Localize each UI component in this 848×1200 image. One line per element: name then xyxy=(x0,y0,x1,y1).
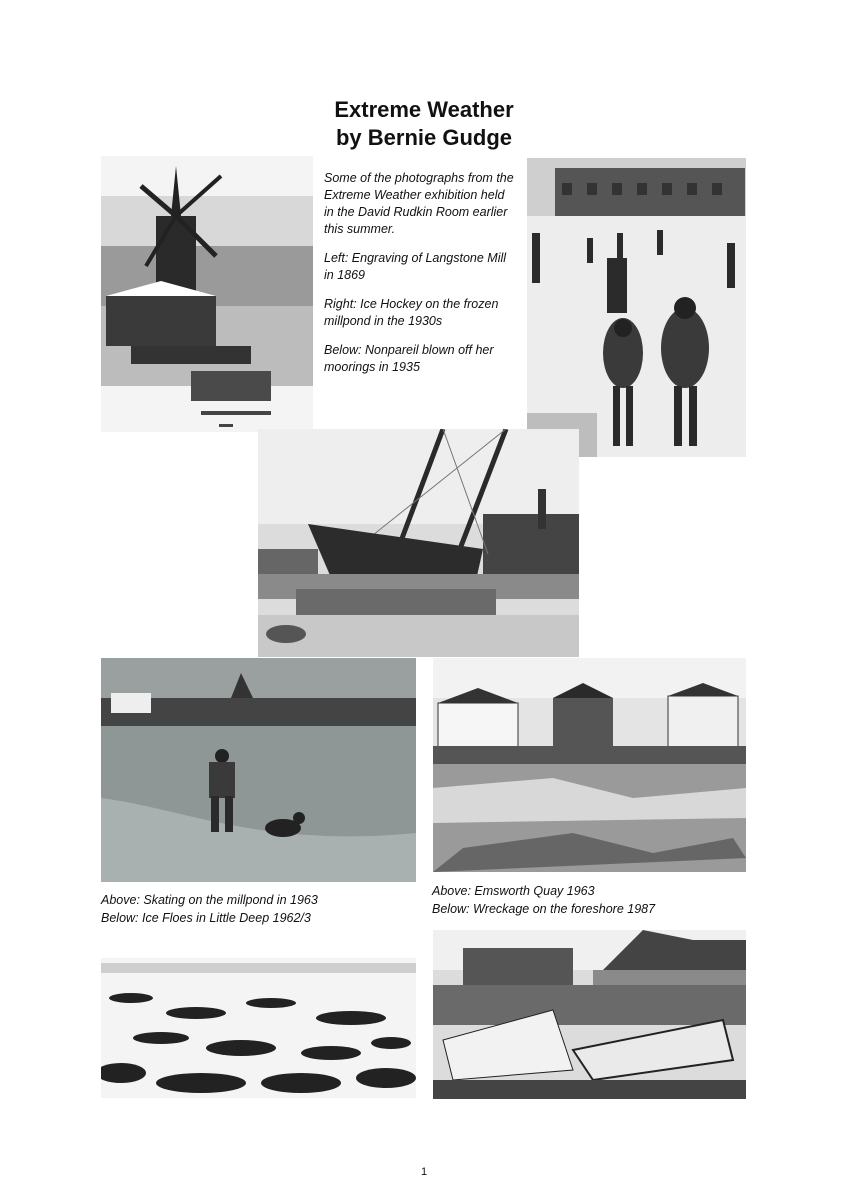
title-line-1: Extreme Weather xyxy=(334,97,514,122)
wreckage-foreshore-photo xyxy=(433,930,746,1099)
caption-wreckage: Below: Wreckage on the foreshore 1987 xyxy=(432,902,656,916)
ice-hockey-photo xyxy=(527,158,746,457)
nonpareil-photo xyxy=(258,429,579,657)
caption-emsworth-quay: Above: Emsworth Quay 1963 xyxy=(432,884,595,898)
page-title xyxy=(0,96,848,152)
caption-skating: Above: Skating on the millpond in 1963 xyxy=(101,893,318,907)
skating-millpond-photo xyxy=(101,658,416,882)
intro-text xyxy=(324,170,514,388)
emsworth-quay-photo xyxy=(433,658,746,872)
intro-left-caption: Left: Engraving of Langstone Mill in 1869 xyxy=(324,251,507,282)
left-captions xyxy=(101,891,421,927)
intro-below-caption: Below: Nonpareil blown off her moorings in 1935 xyxy=(324,343,494,374)
title-line-2: by Bernie Gudge xyxy=(335,125,513,150)
right-captions xyxy=(432,882,752,918)
ice-floes-photo xyxy=(101,958,416,1098)
page-number: 1 xyxy=(420,1166,428,1178)
intro-right-caption: Right: Ice Hockey on the frozen millpond in the 1930s xyxy=(324,297,499,328)
intro-lead: Some of the photographs from the Extreme Weather exhibition held in the David Rudkin Room earlier this summer. xyxy=(324,171,514,236)
langstone-mill-engraving xyxy=(101,156,313,432)
caption-ice-floes: Below: Ice Floes in Little Deep 1962/3 xyxy=(101,911,311,925)
